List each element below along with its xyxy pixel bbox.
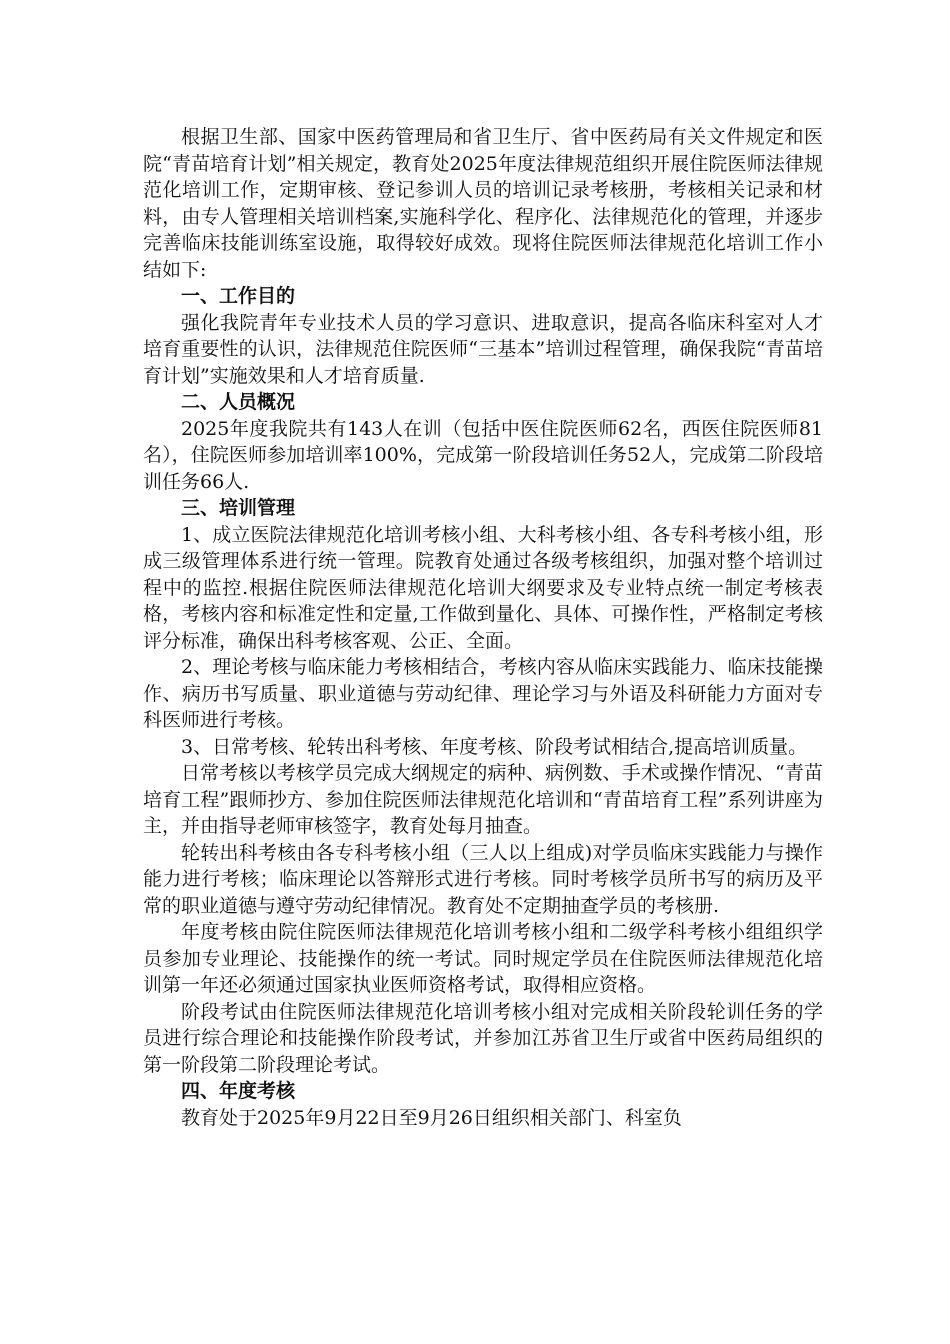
stage-exam-paragraph: 阶段考试由住院医师法律规范化培训考核小组对完成相关阶段轮训任务的学员进行综合理论和技能操作阶段考试，并参加江苏省卫生厅或省中医药局组织的第一阶段第二阶段理论考试。 xyxy=(143,1000,823,1076)
section-heading-work-purpose: 一、工作目的 xyxy=(181,285,296,307)
training-item-2: 2、理论考核与临床能力考核相结合，考核内容从临床实践能力、临床技能操作、病历书写质量、职业道德与劳动纪律、理论学习与外语及科研能力方面对专科医师进行考核。 xyxy=(143,656,823,731)
annual-review-paragraph: 教育处于2025年9月22日至9月26日组织相关部门、科室负 xyxy=(181,1106,682,1129)
daily-assessment-paragraph: 日常考核以考核学员完成大纲规定的病种、病例数、手术或操作情况、“青苗培育工程”跟师抄方、参加住院医师法律规范化培训和“青苗培育工程”系列讲座为主，并由指导老师审核签字，教育处每月抽查。 xyxy=(143,762,823,837)
section-heading-training-management: 三、培训管理 xyxy=(181,497,296,519)
annual-assessment-paragraph: 年度考核由院住院医师法律规范化培训考核小组和二级学科考核小组组织学员参加专业理论、技能操作的统一考试。同时规定学员在住院医师法律规范化培训第一年还必须通过国家执业医师资格考试，取得相应资格。 xyxy=(143,921,823,996)
section-heading-personnel: 二、人员概况 xyxy=(181,391,296,413)
rotation-assessment-paragraph: 轮转出科考核由各专科考核小组（三人以上组成)对学员临床实践能力与操作能力进行考核；临床理论以答辩形式进行考核。同时考核学员所书写的病历及平常的职业道德与遵守劳动纪律情况。教育处不定期抽查学员的考核册. xyxy=(143,841,823,917)
personnel-paragraph: 2025年度我院共有143人在训（包括中医住院医师62名，西医住院医师81名），住院医师参加培训率100%，完成第一阶段培训任务52人，完成第二阶段培训任务66人. xyxy=(143,417,823,493)
intro-paragraph: 根据卫生部、国家中医药管理局和省卫生厅、省中医药局有关文件规定和医院“青苗培育计划”相关规定，教育处2025年度法律规范组织开展住院医师法律规范化培训工作，定期审核、登记参训人员的培训记录考核册，考核相关记录和材料，由专人管理相关培训档案,实施科学化、程序化、法律规范化的管理，并逐步完善临床技能训练室设施，取得较好成效。现将住院医师法律规范化培训工作小结如下: xyxy=(143,126,823,281)
training-item-1: 1、成立医院法律规范化培训考核小组、大科考核小组、各专科考核小组，形成三级管理体系进行统一管理。院教育处通过各级考核组织，加强对整个培训过程中的监控.根据住院医师法律规范化培训大纲要求及专业特点统一制定考核表格，考核内容和标准定性和定量,工作做到量化、具体、可操作性，严格制定考核评分标准，确保出科考核客观、公正、全面。 xyxy=(143,523,823,652)
training-item-3: 3、日常考核、轮转出科考核、年度考核、阶段考试相结合,提高培训质量。 xyxy=(181,735,808,758)
section-heading-annual-review: 四、年度考核 xyxy=(181,1080,296,1102)
work-purpose-paragraph: 强化我院青年专业技术人员的学习意识、进取意识，提高各临床科室对人才培育重要性的认识，法律规范住院医师“三基本”培训过程管理，确保我院“青苗培育计划”实施效果和人才培育质量. xyxy=(143,311,823,387)
document-page xyxy=(143,124,823,1131)
